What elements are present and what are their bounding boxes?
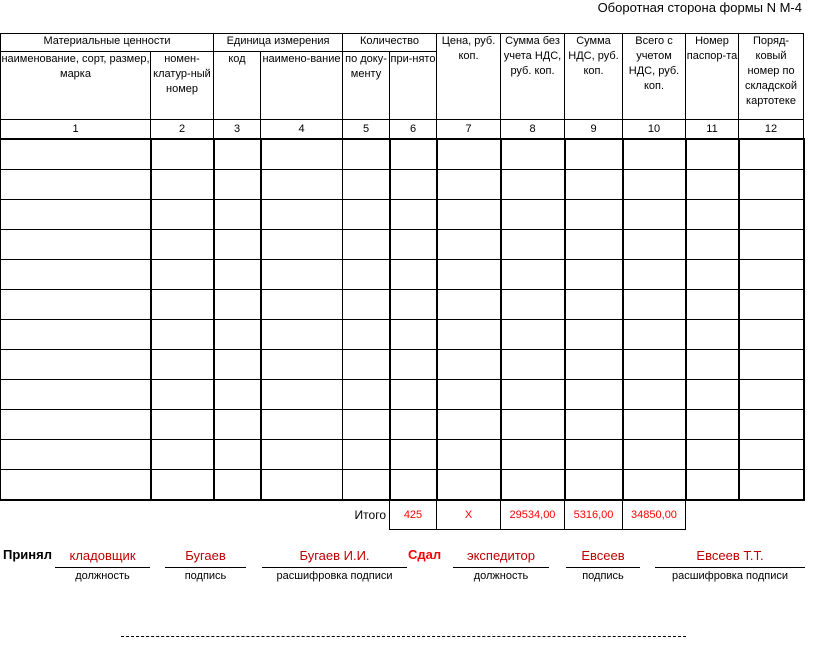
table-cell[interactable] [437,320,501,350]
table-cell[interactable] [390,200,437,230]
header-nomenclature: номен-клатур-ный номер [151,52,214,120]
caption-handed-signature: подпись [582,570,624,582]
table-cell[interactable] [623,380,686,410]
table-cell[interactable] [686,350,739,380]
table-cell[interactable] [151,440,214,470]
table-cell[interactable] [686,440,739,470]
table-cell[interactable] [739,350,804,380]
column-number: 3 [214,120,261,140]
table-cell[interactable] [1,139,151,170]
table-cell[interactable] [390,470,437,501]
table-cell[interactable] [390,350,437,380]
table-cell[interactable] [437,260,501,290]
header-accepted: при-нято [390,52,437,120]
table-cell[interactable] [343,290,390,320]
table-cell[interactable] [390,260,437,290]
table-cell[interactable] [214,230,261,260]
handed-position-field[interactable]: экспедитор [453,547,549,568]
table-cell[interactable] [739,320,804,350]
column-number: 9 [565,120,623,140]
table-cell[interactable] [437,170,501,200]
table-cell[interactable] [623,470,686,501]
table-cell[interactable] [261,320,343,350]
header-card-number: Поряд-ковый номер по складской картотеке [739,34,804,120]
table-row [1,350,804,380]
column-number-row [1,120,804,140]
table-row [1,230,804,260]
table-cell[interactable] [565,350,623,380]
header-by-document: по доку-менту [343,52,390,120]
table-cell[interactable] [501,290,565,320]
table-cell[interactable] [565,290,623,320]
table-cell[interactable] [565,139,623,170]
table-cell[interactable] [151,320,214,350]
table-cell[interactable] [437,200,501,230]
table-cell[interactable] [565,410,623,440]
caption-handed-name: расшифровка подписи [671,570,789,582]
column-number: 11 [686,120,739,140]
table-cell[interactable] [686,170,739,200]
total-price[interactable]: Х [437,500,501,530]
table-row [1,440,804,470]
totals-label: Итого [354,507,386,522]
cut-line [121,636,686,637]
table-row [1,260,804,290]
table-cell[interactable] [565,380,623,410]
table-cell[interactable] [501,350,565,380]
table-cell[interactable] [214,350,261,380]
table-cell[interactable] [390,170,437,200]
table-cell[interactable] [1,410,151,440]
table-cell[interactable] [501,230,565,260]
table-cell[interactable] [686,380,739,410]
table-cell[interactable] [739,230,804,260]
table-cell[interactable] [1,230,151,260]
total-vat-sum[interactable]: 5316,00 [565,500,623,530]
table-cell[interactable] [686,200,739,230]
table-cell[interactable] [686,470,739,501]
table-cell[interactable] [501,410,565,440]
header-sum-no-vat: Сумма без учета НДС, руб. коп. [501,34,565,120]
table-cell[interactable] [390,230,437,260]
table-cell[interactable] [1,470,151,501]
handed-signature-field[interactable]: Евсеев [566,547,640,568]
table-cell[interactable] [686,230,739,260]
table-cell[interactable] [501,380,565,410]
header-total-with-vat: Всего с учетом НДС, руб. коп. [623,34,686,120]
header-price: Цена, руб. коп. [437,34,501,120]
table-cell[interactable] [343,470,390,501]
table-cell[interactable] [623,410,686,440]
header-name-sort: наименование, сорт, размер, марка [1,52,151,120]
header-unit-name: наимено-вание [261,52,343,120]
table-cell[interactable] [623,139,686,170]
table-cell[interactable] [390,410,437,440]
table-cell[interactable] [739,170,804,200]
table-cell[interactable] [214,139,261,170]
column-number: 10 [623,120,686,140]
table-cell[interactable] [623,290,686,320]
table-cell[interactable] [437,470,501,501]
table-cell[interactable] [686,260,739,290]
header-unit: Единица измерения [214,34,343,52]
table-cell[interactable] [739,139,804,170]
table-row [1,410,804,440]
header-quantity: Количество [343,34,437,52]
received-position-field[interactable]: кладовщик [55,547,150,568]
table-cell[interactable] [1,200,151,230]
caption-handed-position: должность [473,570,529,582]
table-cell[interactable] [343,320,390,350]
table-cell[interactable] [686,410,739,440]
table-cell[interactable] [437,380,501,410]
caption-received-signature: подпись [184,570,227,582]
table-cell[interactable] [214,170,261,200]
table-cell[interactable] [390,290,437,320]
table-cell[interactable] [214,410,261,440]
table-cell[interactable] [623,170,686,200]
table-cell[interactable] [686,139,739,170]
column-number: 4 [261,120,343,140]
table-cell[interactable] [214,260,261,290]
table-cell[interactable] [151,200,214,230]
table-cell[interactable] [151,170,214,200]
table-cell[interactable] [623,320,686,350]
table-row [1,170,804,200]
table-cell[interactable] [1,350,151,380]
received-name-field[interactable]: Бугаев И.И. [262,547,407,568]
header-passport: Номер паспор-та [686,34,739,120]
table-cell[interactable] [501,200,565,230]
table-cell[interactable] [501,320,565,350]
table-cell[interactable] [390,139,437,170]
table-cell[interactable] [343,230,390,260]
table-cell[interactable] [1,440,151,470]
table-cell[interactable] [343,350,390,380]
table-cell[interactable] [686,320,739,350]
table-cell[interactable] [390,380,437,410]
table-cell[interactable] [739,410,804,440]
table-cell[interactable] [623,230,686,260]
table-cell[interactable] [343,170,390,200]
table-cell[interactable] [151,290,214,320]
column-number: 12 [739,120,804,140]
table-cell[interactable] [214,320,261,350]
table-cell[interactable] [151,260,214,290]
table-cell[interactable] [739,260,804,290]
received-signature-field[interactable]: Бугаев [165,547,246,568]
table-cell[interactable] [343,139,390,170]
table-cell[interactable] [151,470,214,501]
table-cell[interactable] [565,440,623,470]
table-cell[interactable] [623,350,686,380]
table-cell[interactable] [1,380,151,410]
table-cell[interactable] [151,380,214,410]
column-number: 8 [501,120,565,140]
table-cell[interactable] [151,410,214,440]
table-cell[interactable] [1,260,151,290]
table-cell[interactable] [501,170,565,200]
table-cell[interactable] [261,290,343,320]
caption-received-position: должность [75,570,130,582]
table-cell[interactable] [739,470,804,501]
total-sum-no-vat[interactable]: 29534,00 [501,500,565,530]
table-cell[interactable] [565,200,623,230]
table-cell[interactable] [261,230,343,260]
table-row [1,470,804,501]
table-cell[interactable] [437,230,501,260]
column-number: 5 [343,120,390,140]
table-cell[interactable] [214,290,261,320]
table-cell[interactable] [261,470,343,501]
table-cell[interactable] [261,410,343,440]
table-cell[interactable] [501,470,565,501]
table-cell[interactable] [1,290,151,320]
table-cell[interactable] [565,320,623,350]
column-number: 7 [437,120,501,140]
table-cell[interactable] [151,139,214,170]
table-cell[interactable] [151,350,214,380]
table-cell[interactable] [261,200,343,230]
table-cell[interactable] [343,200,390,230]
table-cell[interactable] [151,230,214,260]
total-accepted[interactable]: 425 [390,500,437,530]
table-cell[interactable] [739,380,804,410]
goods-table [0,33,805,530]
table-cell[interactable] [261,350,343,380]
handed-name-field[interactable]: Евсеев Т.Т. [655,547,805,568]
table-cell[interactable] [501,260,565,290]
table-cell[interactable] [390,320,437,350]
table-cell[interactable] [565,170,623,200]
table-row [1,200,804,230]
column-number: 2 [151,120,214,140]
table-cell[interactable] [739,290,804,320]
table-cell[interactable] [501,139,565,170]
table-cell[interactable] [565,260,623,290]
table-cell[interactable] [739,200,804,230]
table-cell[interactable] [214,470,261,501]
table-cell[interactable] [501,440,565,470]
table-cell[interactable] [343,260,390,290]
table-cell[interactable] [1,320,151,350]
table-cell[interactable] [261,440,343,470]
table-cell[interactable] [214,200,261,230]
table-cell[interactable] [261,380,343,410]
header-material: Материальные ценности [1,34,214,52]
table-cell[interactable] [390,440,437,470]
table-cell[interactable] [565,470,623,501]
table-row [1,290,804,320]
table-cell[interactable] [343,380,390,410]
table-cell[interactable] [739,440,804,470]
table-cell[interactable] [437,410,501,440]
table-cell[interactable] [343,410,390,440]
caption-received-name: расшифровка подписи [276,570,393,582]
table-cell[interactable] [214,380,261,410]
table-cell[interactable] [261,260,343,290]
table-cell[interactable] [565,230,623,260]
total-with-vat[interactable]: 34850,00 [623,500,686,530]
table-cell[interactable] [1,170,151,200]
table-cell[interactable] [623,260,686,290]
column-number: 6 [390,120,437,140]
table-cell[interactable] [343,440,390,470]
table-cell[interactable] [437,440,501,470]
table-row [1,139,804,170]
table-cell[interactable] [261,139,343,170]
column-number: 1 [1,120,151,140]
table-cell[interactable] [437,290,501,320]
table-cell[interactable] [214,440,261,470]
header-vat-sum: Сумма НДС, руб. коп. [565,34,623,120]
table-cell[interactable] [686,290,739,320]
table-cell[interactable] [261,170,343,200]
totals-row [1,500,804,530]
header-code: код [214,52,261,120]
form-title: Оборотная сторона формы N М-4 [597,0,802,15]
table-cell[interactable] [437,350,501,380]
table-cell[interactable] [437,139,501,170]
table-row [1,380,804,410]
table-row [1,320,804,350]
table-cell[interactable] [623,440,686,470]
table-cell[interactable] [623,200,686,230]
